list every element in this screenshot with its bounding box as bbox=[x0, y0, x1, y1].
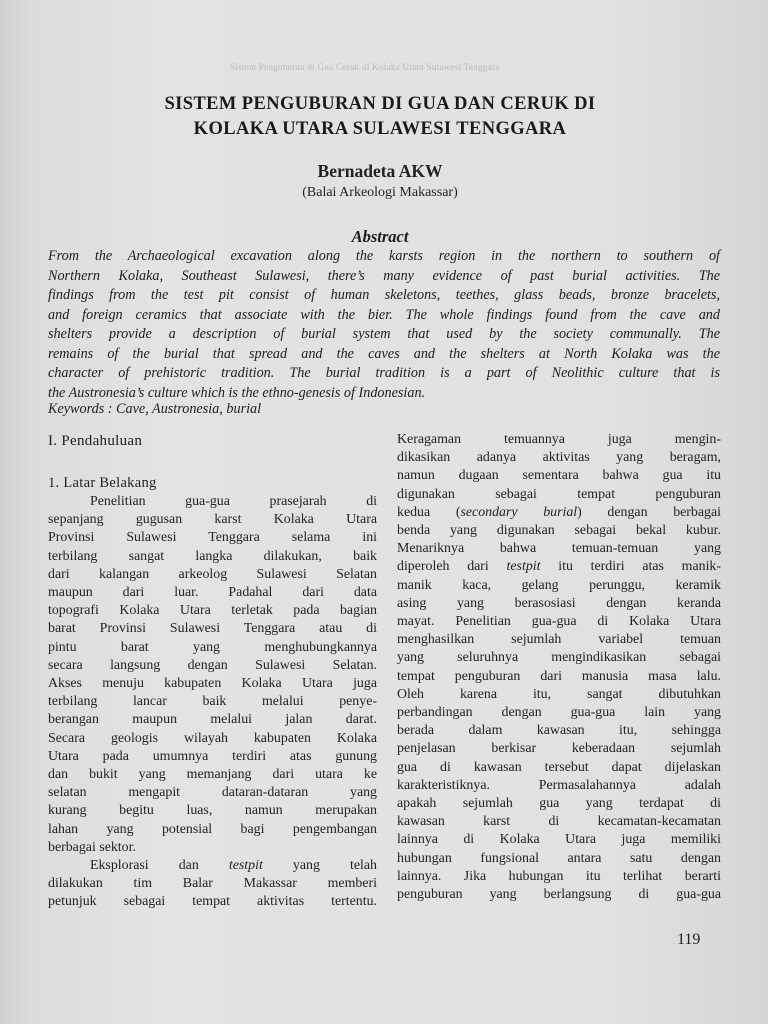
abstract-line: character of prehistoric tradition. The burial tradition is a part of Neolithic culture that is bbox=[48, 365, 720, 381]
abstract-heading: Abstract bbox=[351, 227, 409, 246]
body-line: terbilang sangat langka dilakukan, baik bbox=[48, 548, 377, 564]
body-line: gua di kawasan tersebut dapat dijelaskan bbox=[397, 759, 721, 775]
body-line: dilakukan tim Balar Makassar memberi bbox=[48, 876, 377, 892]
body-line: Secara geologis wilayah kabupaten Kolaka bbox=[48, 730, 377, 746]
body-line: pintu barat yang menghubungkannya bbox=[48, 639, 377, 655]
body-line: maupun dari luar. Padahal dari data bbox=[48, 585, 377, 601]
title-line-1: SISTEM PENGUBURAN DI GUA DAN CERUK DI bbox=[164, 94, 596, 114]
body-line: berangan maupun melalui jalan darat. bbox=[48, 712, 377, 728]
body-line: lahan yang potensial bagi pengembangan bbox=[48, 821, 377, 837]
body-line: hubungan fungsional antara satu dengan bbox=[397, 850, 721, 866]
body-line: menghasilkan sejumlah variabel temuan bbox=[397, 632, 721, 648]
body-line: diperoleh dari testpit itu terdiri atas manik- bbox=[397, 559, 721, 575]
section-heading: I. Pendahuluan bbox=[48, 433, 143, 449]
abstract-line: the Austronesia’s culture which is the ethno-genesis of Indonesian. bbox=[48, 384, 426, 401]
body-line: dikasikan adanya aktivitas yang beragam, bbox=[397, 450, 721, 466]
body-line: mayat. Penelitian gua-gua di Kolaka Utara bbox=[397, 614, 721, 630]
body-line: Eksplorasi dan testpit yang telah bbox=[90, 858, 377, 874]
body-line: Menariknya bahwa temuan-temuan yang bbox=[397, 541, 721, 557]
body-line: selatan mengapit dataran-dataran yang bbox=[48, 785, 377, 801]
author-affiliation: (Balai Arkeologi Makassar) bbox=[302, 185, 458, 200]
keywords: Keywords : Cave, Austronesia, burial bbox=[48, 401, 262, 417]
body-line: berbagai sektor. bbox=[48, 839, 136, 855]
body-line: Oleh karena itu, sangat dibutuhkan bbox=[397, 686, 721, 702]
body-line: lainnya. Jika hubungan itu terlihat berarti bbox=[397, 868, 721, 884]
body-line: dari kalangan arkeolog Sulawesi Selatan bbox=[48, 566, 377, 582]
body-line: karakteristiknya. Permasalahannya adalah bbox=[397, 777, 721, 793]
body-line: secara langsung dengan Sulawesi Selatan. bbox=[48, 657, 377, 673]
body-line: berada dalam kawasan itu, sehingga bbox=[397, 723, 721, 739]
body-line: apakah sejumlah gua yang terdapat di bbox=[397, 796, 721, 812]
body-line: Akses menuju kabupaten Kolaka Utara juga bbox=[48, 676, 377, 692]
body-line: topografi Kolaka Utara terletak pada bagian bbox=[48, 603, 377, 619]
body-line: Utara pada umumnya terdiri atas gunung bbox=[48, 748, 377, 764]
body-line: Penelitian gua-gua prasejarah di bbox=[90, 494, 377, 509]
abstract-line: From the Archaeological excavation along the karsts region in the northern to southern of bbox=[48, 248, 720, 264]
body-line: manik kaca, gelang perunggu, keramik bbox=[397, 577, 721, 593]
title-line-2: KOLAKA UTARA SULAWESI TENGGARA bbox=[193, 119, 567, 139]
page-number: 119 bbox=[677, 931, 701, 948]
abstract-line: and foreign ceramics that associate with the bier. The whole findings found from the cave and bbox=[48, 306, 720, 323]
body-line: penguburan yang berlangsung di gua-gua bbox=[397, 887, 721, 903]
body-line: asing yang berasosiasi dengan keranda bbox=[397, 595, 721, 611]
body-line: yang seluruhnya mengindikasikan sebagai bbox=[397, 650, 721, 666]
body-line: Provinsi Sulawesi Tenggara selama ini bbox=[48, 530, 377, 546]
body-line: penjelasan berkisar keberadaan sejumlah bbox=[397, 741, 721, 757]
left-column bbox=[48, 493, 377, 912]
abstract-line: Northern Kolaka, Southeast Sulawesi, there’s many evidence of past burial activities. The bbox=[48, 267, 720, 284]
body-line: kedua (secondary burial) dengan berbagai bbox=[397, 504, 722, 520]
body-line: kurang begitu luas, namun merupakan bbox=[48, 803, 377, 819]
body-line: sepanjang gugusan karst Kolaka Utara bbox=[48, 512, 377, 528]
subsection-heading: 1. Latar Belakang bbox=[48, 475, 157, 491]
body-line: benda yang digunakan sebagai bekal kubur. bbox=[397, 523, 721, 539]
body-line: namun dugaan sementara bahwa gua itu bbox=[397, 468, 721, 484]
body-line: tempat penguburan dari manusia masa lalu. bbox=[397, 668, 721, 684]
paper-title bbox=[60, 92, 700, 142]
body-line: dan bukit yang memanjang dari utara ke bbox=[48, 767, 377, 783]
body-line: digunakan sebagai tempat penguburan bbox=[397, 486, 721, 502]
abstract-line: findings from the test pit consist of human skeletons, teethes, glass beads, bronze bracelets, bbox=[48, 287, 720, 303]
body-line: perbandingan dengan gua-gua lain yang bbox=[397, 705, 721, 721]
body-line: Keragaman temuannya juga mengin- bbox=[397, 432, 721, 447]
author-name: Bernadeta AKW bbox=[317, 161, 443, 181]
body-line: kawasan karst di kecamatan-kecamatan bbox=[397, 814, 721, 830]
abstract-body bbox=[48, 247, 720, 403]
abstract-line: shelters provide a description of burial system that used by the society communally. The bbox=[48, 326, 720, 342]
body-line: terbilang lancar baik melalui penye- bbox=[48, 694, 377, 710]
header-bleed-through: Sistem Penguburan di Gua Ceruk di Kolaka Utara Sulawesi Tenggara bbox=[230, 62, 500, 72]
body-line: lainnya di Kolaka Utara juga memiliki bbox=[397, 832, 721, 848]
body-line: barat Provinsi Sulawesi Tenggara atau di bbox=[48, 621, 377, 637]
abstract-line: remains of the burial that spread and the caves and the shelters at North Kolaka was the bbox=[48, 345, 720, 362]
right-column bbox=[397, 431, 721, 904]
body-line: petunjuk sebagai tempat aktivitas tertentu. bbox=[48, 894, 377, 910]
